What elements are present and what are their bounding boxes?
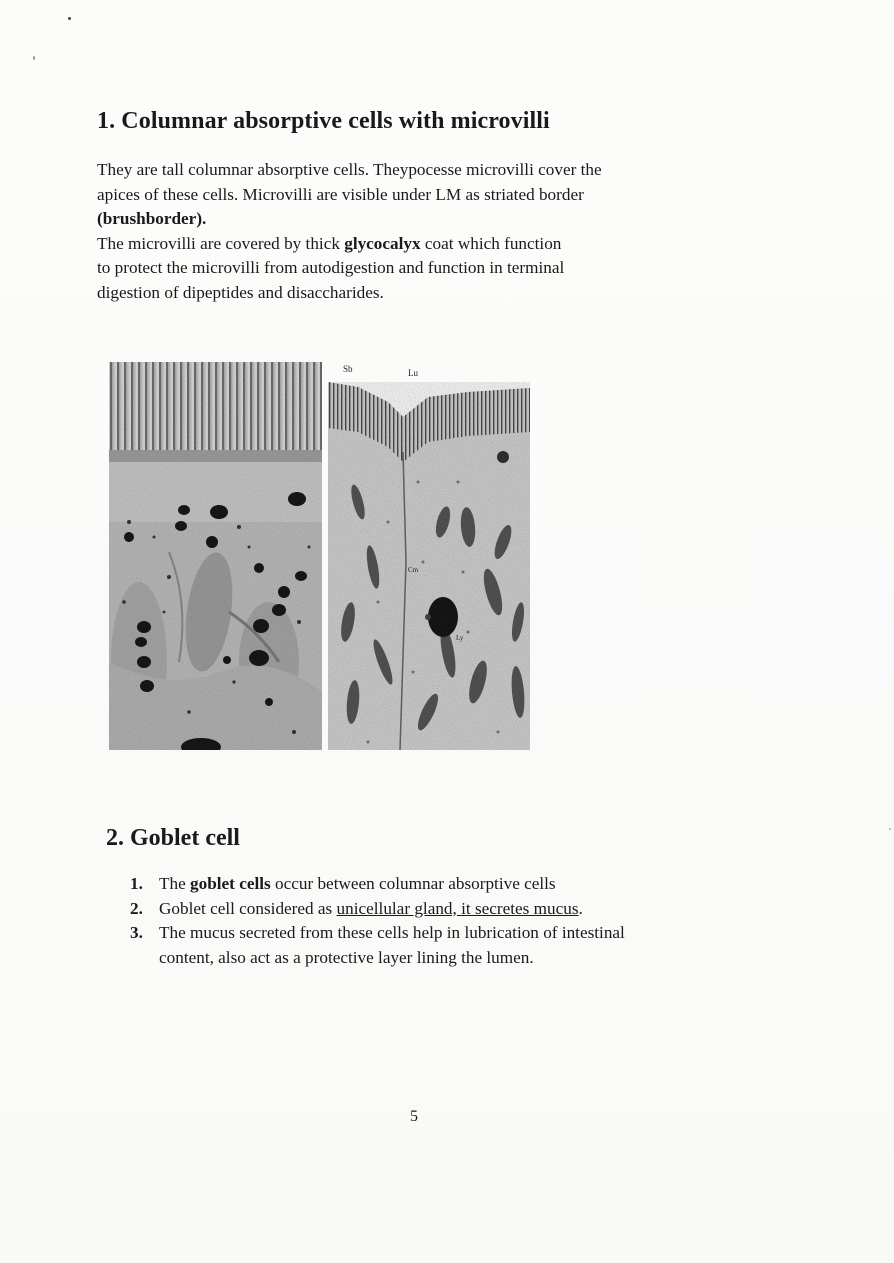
light-micrograph-image [109, 362, 322, 750]
section-1-paragraph [97, 158, 737, 305]
paragraph-text: The microvilli are covered by thick [97, 233, 345, 253]
list-item [130, 897, 750, 922]
label-cm: Cm [408, 566, 419, 574]
scan-speck [68, 17, 71, 20]
label-sb: Sb [343, 364, 353, 374]
light-micrograph-panel [109, 362, 322, 750]
list-number: 3. [130, 923, 143, 942]
label-ly: Ly [456, 634, 464, 642]
underlined-text: unicellular gland, it secretes mucus [336, 898, 579, 918]
goblet-cell-list [130, 872, 750, 970]
list-item [130, 921, 750, 970]
section-2-heading: 2. Goblet cell [106, 825, 240, 851]
paragraph-line: digestion of dipeptides and disaccharides. [97, 282, 384, 302]
list-number: 1. [130, 874, 143, 893]
electron-micrograph-image [328, 362, 530, 750]
section-1-heading: 1. Columnar absorptive cells with microvilli [97, 108, 550, 134]
list-text: The mucus secreted from these cells help in lubrication of intestinal [159, 923, 625, 942]
paragraph-line [97, 232, 737, 257]
goblet-cells-term: goblet cells [190, 874, 271, 893]
label-lu: Lu [408, 368, 418, 378]
scan-speck [33, 56, 35, 60]
list-item [130, 872, 750, 897]
glycocalyx-term: glycocalyx [344, 233, 421, 253]
paragraph-line: to protect the microvilli from autodigestion and function in terminal [97, 258, 565, 277]
paragraph-line: apices of these cells. Microvilli are visible under LM as striated border [97, 184, 584, 204]
micrograph-figure [109, 362, 530, 750]
list-text: . [578, 898, 583, 918]
electron-micrograph-panel [328, 362, 530, 750]
paragraph-line: They are tall columnar absorptive cells. Theypocesse microvilli cover the [97, 160, 602, 179]
list-text: content, also act as a protective layer lining the lumen. [159, 947, 534, 967]
paragraph-line [97, 207, 737, 232]
paragraph-text: coat which function [420, 233, 562, 253]
list-text: occur between columnar absorptive cells [270, 874, 556, 893]
brushborder-term: (brushborder). [97, 209, 207, 228]
list-text: The [159, 874, 191, 893]
list-number: 2. [130, 898, 143, 918]
scan-speck [889, 828, 891, 830]
page-number: 5 [410, 1108, 418, 1125]
list-text: Goblet cell considered as [159, 898, 337, 918]
